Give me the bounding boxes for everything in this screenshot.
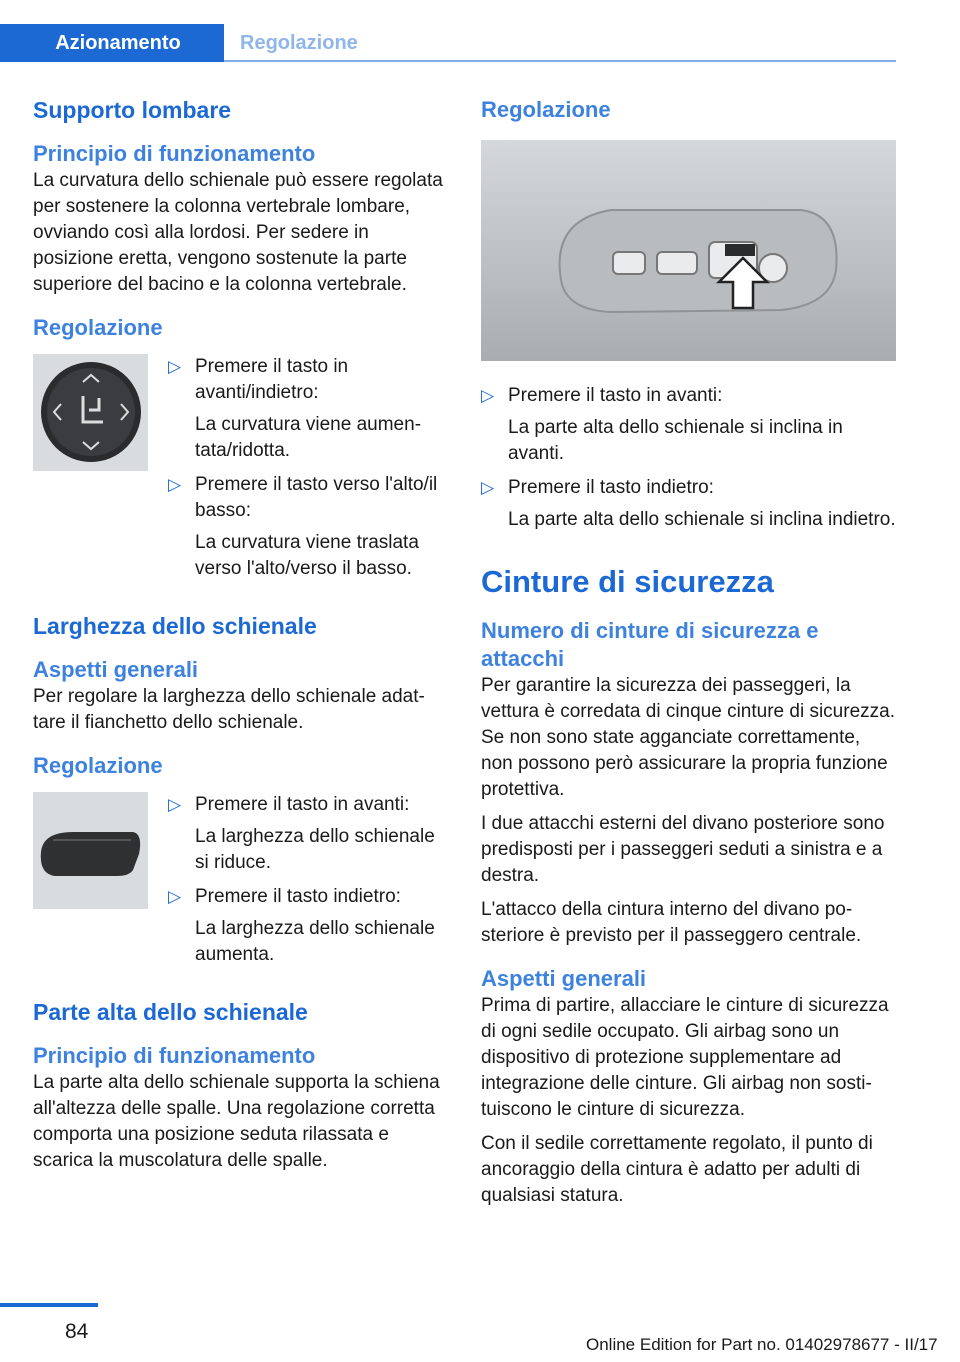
lumbar-steps [168, 354, 448, 582]
subtitle-number-belts: Numero di cinture di sicurezza e attacchi [481, 618, 819, 671]
triangle-right-icon: ▷ [168, 475, 182, 494]
width-switch-image [33, 792, 148, 909]
step-result: La parte alta dello schienale si inclina in avanti. [508, 417, 843, 464]
triangle-right-icon: ▷ [168, 795, 182, 814]
step-action: Premere il tasto indietro: [195, 886, 401, 907]
list-item [481, 475, 896, 533]
step-action: Premere il tasto in avanti: [508, 385, 723, 406]
triangle-right-icon: ▷ [168, 357, 182, 376]
edition-text: Online Edition for Part no. 01402978677 - II/17 [586, 1335, 938, 1354]
step-result: La larghezza dello schienale si riduce. [195, 826, 435, 873]
paragraph: Con il sedile correttamente regolato, il punto di ancoraggio della cintura è adatto per adulti di qualsiasi statura. [481, 1133, 873, 1206]
step-action: Premere il tasto indietro: [508, 477, 714, 498]
header-rule [224, 60, 896, 62]
paragraph: La parte alta dello schienale supporta la schiena all'altezza delle spalle. Una regolazione corretta comporta una posizione seduta rilassata e scarica la muscolatura delle spalle. [33, 1072, 440, 1171]
subtitle-adjust: Regolazione [33, 315, 163, 340]
header-bar [0, 0, 960, 62]
triangle-right-icon: ▷ [481, 386, 495, 405]
step-action: Premere il tasto verso l'alto/il basso: [195, 474, 438, 521]
subtitle-principle: Principio di funzionamento [33, 141, 316, 166]
tab-azionamento[interactable] [0, 24, 224, 62]
list-item [168, 884, 448, 968]
paragraph: Per garantire la sicurezza dei passeggeri, la vettura è corredata di cinque cinture di sicurezza. Se non sono state agganciate correttamente, non possono però assicurare la propria funzione protettiva. [481, 675, 895, 800]
list-item [168, 354, 448, 464]
tab-regolazione[interactable]: Regolazione [240, 32, 358, 54]
step-result: La curvatura viene aumentata/ridotta. [195, 414, 422, 461]
chapter-title-seatbelts: Cinture di sicurezza [481, 564, 774, 599]
lumbar-switch-image [33, 354, 148, 471]
subtitle-principle: Principio di funzionamento [33, 1043, 316, 1068]
paragraph: Per regolare la larghezza dello schienale adattare il fianchetto dello schienale. [33, 686, 425, 733]
section-title-width: Larghezza dello schienale [33, 613, 317, 639]
paragraph: La curvatura dello schienale può essere regolata per sostenere la colonna vertebrale lombare, ovviando così alla lordosi. Per sedere in posizione eretta, vengono sostenute la parte superiore del bacino e la colonna vertebrale. [33, 170, 443, 295]
page-number: 84 [65, 1320, 89, 1343]
list-item [168, 472, 448, 582]
list-item [481, 383, 896, 467]
step-action: Premere il tasto in avanti: [195, 794, 410, 815]
paragraph: I due attacchi esterni del divano posteriore sono predisposti per i passeggeri seduti a sinistra e a destra. [481, 813, 885, 886]
subtitle-general: Aspetti generali [481, 966, 647, 991]
subtitle-general: Aspetti generali [33, 657, 199, 682]
step-result: La parte alta dello schienale si inclina indietro. [508, 509, 896, 530]
left-column [33, 96, 448, 1174]
seat-controls-photo [481, 140, 896, 361]
subtitle-adjust: Regolazione [481, 97, 611, 122]
adjust-block-width [33, 792, 448, 968]
section-title-lumbar: Supporto lombare [33, 97, 232, 123]
triangle-right-icon: ▷ [168, 887, 182, 906]
section-title-upper-backrest: Parte alta dello schienale [33, 999, 308, 1025]
step-action: Premere il tasto in avanti/indietro: [195, 356, 349, 403]
subtitle-adjust: Regolazione [33, 753, 163, 778]
upper-backrest-steps [481, 383, 896, 533]
paragraph: L'attacco della cintura interno del divano posteriore è previsto per il passeggero centrale. [481, 899, 862, 946]
width-steps [168, 792, 448, 968]
paragraph: Prima di partire, allacciare le cinture di sicurezza di ogni sedile occupato. Gli airbag sono un dispositivo di protezione supplementare ad integrazione delle cinture. Gli airbag non sostituiscono le cinture di sicurezza. [481, 995, 889, 1120]
step-result: La larghezza dello schienale aumenta. [195, 918, 435, 965]
tab-azionamento-label: Azionamento [55, 32, 181, 54]
step-result: La curvatura viene traslata verso l'alto/verso il basso. [195, 532, 419, 579]
triangle-right-icon: ▷ [481, 478, 495, 497]
right-column [481, 96, 896, 1209]
adjust-block-lumbar [33, 354, 448, 582]
list-item [168, 792, 448, 876]
footer-rule [0, 1303, 98, 1307]
